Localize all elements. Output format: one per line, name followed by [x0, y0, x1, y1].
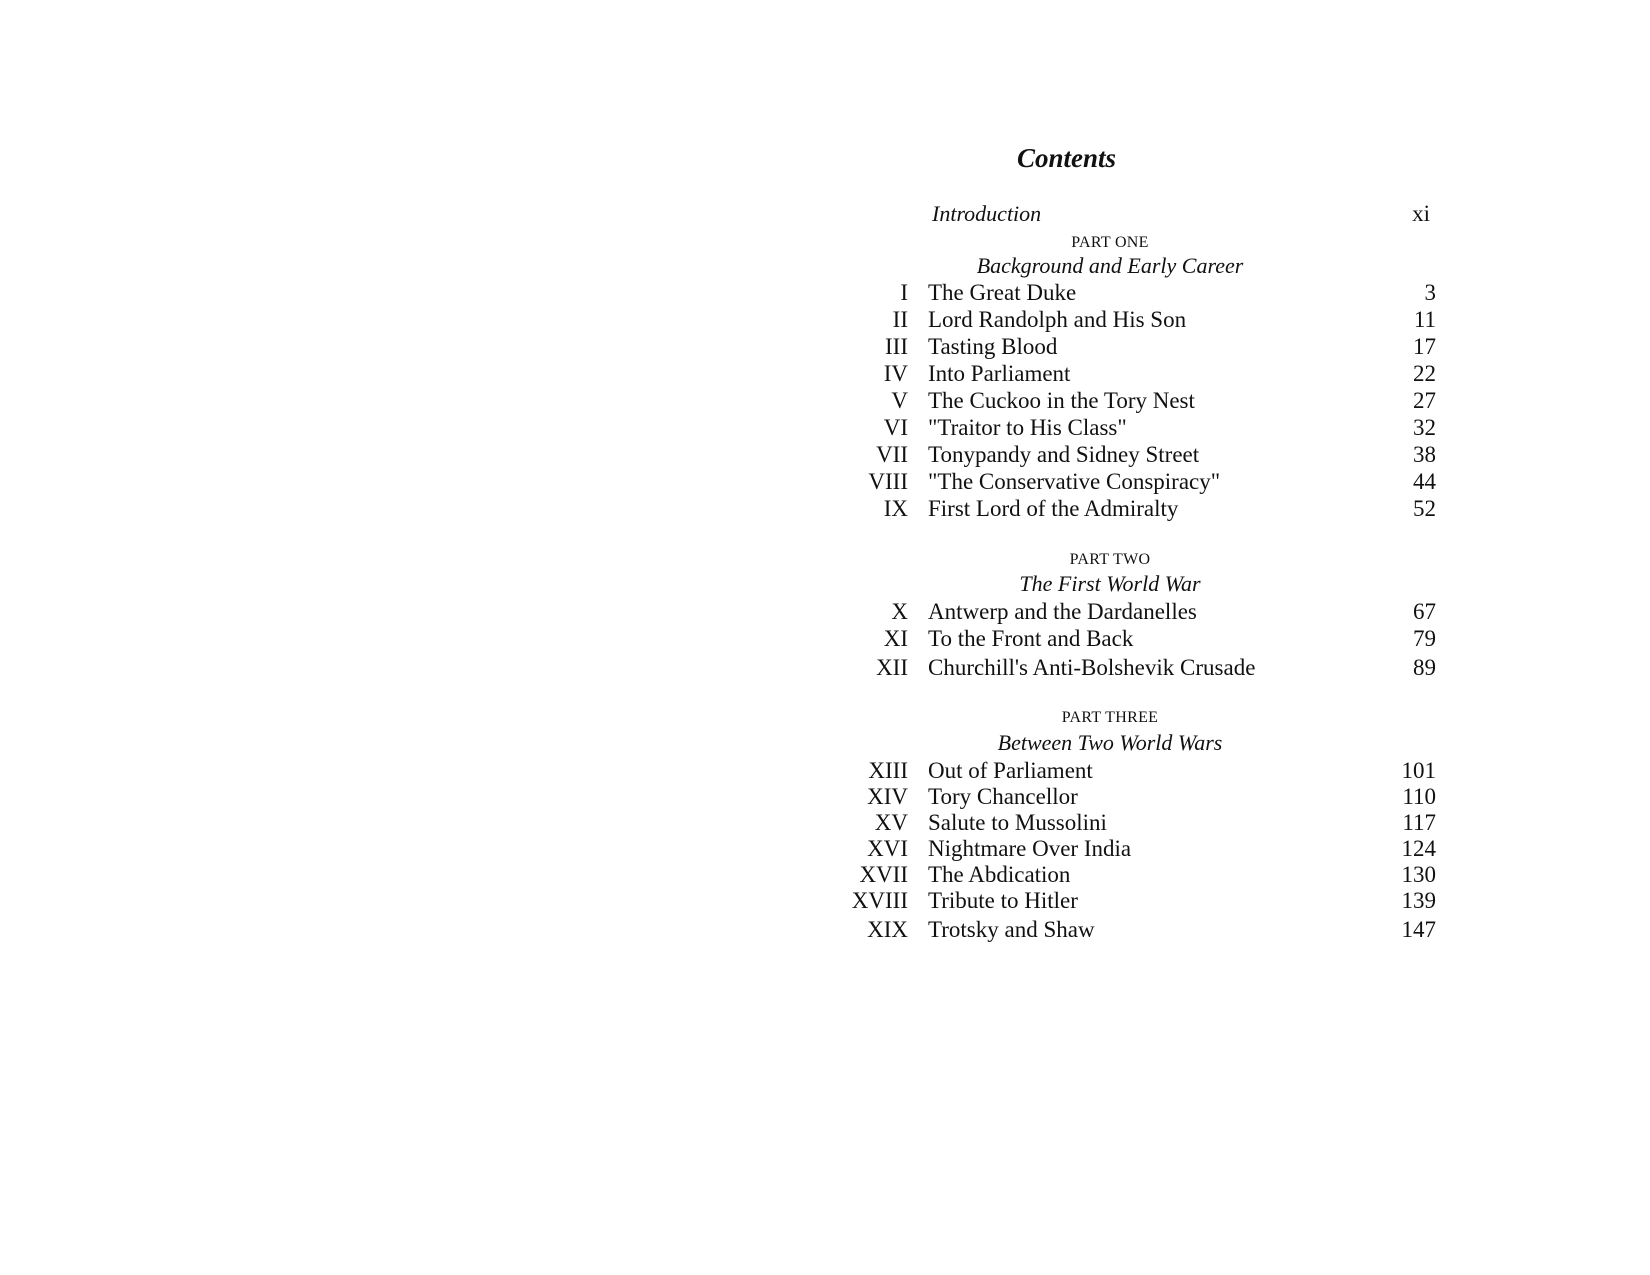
chapter-page: 52 — [1413, 496, 1436, 521]
chapter-title: First Lord of the Admiralty — [928, 496, 1179, 521]
part-one-subtitle: Background and Early Career — [976, 253, 1244, 278]
chapter-title: The Great Duke — [928, 280, 1077, 305]
chapter-number: XII — [876, 655, 908, 680]
chapter-title: Into Parliament — [928, 361, 1071, 386]
chapter-entry — [840, 306, 1440, 334]
chapter-title: "Traitor to His Class" — [928, 415, 1127, 440]
chapter-page: 11 — [1413, 307, 1436, 332]
chapter-entry — [840, 887, 1440, 915]
chapter-number: XVII — [859, 862, 908, 887]
chapter-title: Tasting Blood — [928, 334, 1058, 359]
chapter-title: Salute to Mussolini — [928, 810, 1107, 835]
chapter-entry — [840, 279, 1440, 307]
chapter-entry — [840, 414, 1440, 442]
chapter-number: II — [892, 307, 908, 332]
chapter-page: 32 — [1413, 415, 1436, 440]
chapter-title: Lord Randolph and His Son — [928, 307, 1187, 332]
chapter-entry — [840, 809, 1440, 837]
chapter-title: To the Front and Back — [928, 626, 1134, 651]
chapter-page: 67 — [1413, 599, 1436, 624]
chapter-entry — [840, 598, 1440, 626]
chapter-number: IX — [883, 496, 908, 521]
chapter-title: Out of Parliament — [928, 758, 1093, 783]
chapter-entry — [840, 360, 1440, 388]
chapter-number: XVI — [867, 836, 908, 861]
part-three-heading: PART THREE — [1061, 709, 1159, 726]
chapter-number: XIII — [868, 758, 908, 783]
chapter-entry — [840, 916, 1440, 944]
chapter-page: 101 — [1401, 758, 1436, 783]
chapter-page: 89 — [1413, 655, 1436, 680]
chapter-title: The Abdication — [928, 862, 1071, 887]
chapter-page: 110 — [1402, 784, 1436, 809]
chapter-number: V — [891, 388, 908, 413]
part-two-subtitle: The First World War — [1019, 571, 1201, 596]
chapter-number: IV — [883, 361, 908, 386]
chapter-entry — [840, 441, 1440, 469]
chapter-entry — [840, 861, 1440, 889]
chapter-title: Churchill's Anti-Bolshevik Crusade — [928, 655, 1256, 680]
chapter-page: 27 — [1413, 388, 1436, 413]
chapter-title: Trotsky and Shaw — [928, 917, 1095, 942]
chapter-title: "The Conservative Conspiracy" — [928, 469, 1221, 494]
chapter-number: XIX — [867, 917, 908, 942]
page-title: Contents — [1017, 143, 1117, 173]
chapter-number: VII — [876, 442, 908, 467]
chapter-entry — [840, 783, 1440, 811]
chapter-entry — [840, 333, 1440, 361]
chapter-number: XIV — [867, 784, 908, 809]
chapter-entry — [840, 387, 1440, 415]
chapter-page: 17 — [1413, 334, 1436, 359]
chapter-page: 22 — [1413, 361, 1436, 386]
chapter-page: 3 — [1424, 280, 1436, 305]
chapter-title: Antwerp and the Dardanelles — [928, 599, 1197, 624]
chapter-entry — [840, 625, 1440, 653]
chapter-page: 79 — [1413, 626, 1436, 651]
chapter-title: Nightmare Over India — [928, 836, 1132, 861]
chapter-page: 117 — [1402, 810, 1436, 835]
chapter-number: III — [885, 334, 908, 359]
chapter-entry — [840, 654, 1440, 682]
chapter-page: 130 — [1401, 862, 1436, 887]
part-two-heading: PART TWO — [1069, 551, 1151, 568]
introduction-page: xi — [1412, 201, 1430, 226]
chapter-number: I — [900, 280, 908, 305]
chapter-number: VI — [883, 415, 908, 440]
chapter-title: The Cuckoo in the Tory Nest — [928, 388, 1195, 413]
part-one-heading: PART ONE — [1071, 234, 1149, 251]
chapter-page: 147 — [1401, 917, 1436, 942]
chapter-number: X — [891, 599, 908, 624]
chapter-page: 38 — [1413, 442, 1436, 467]
chapter-number: XI — [883, 626, 908, 651]
chapter-number: XVIII — [851, 888, 908, 913]
chapter-page: 124 — [1401, 836, 1436, 861]
chapter-page: 44 — [1413, 469, 1436, 494]
introduction-label: Introduction — [932, 201, 1042, 226]
chapter-entry — [840, 495, 1440, 523]
chapter-page: 139 — [1401, 888, 1436, 913]
chapter-entry — [840, 757, 1440, 785]
chapter-entry — [840, 468, 1440, 496]
chapter-title: Tribute to Hitler — [928, 888, 1078, 913]
chapter-title: Tory Chancellor — [928, 784, 1078, 809]
chapter-title: Tonypandy and Sidney Street — [928, 442, 1200, 467]
chapter-entry — [840, 835, 1440, 863]
part-three-subtitle: Between Two World Wars — [997, 730, 1223, 755]
chapter-number: XV — [874, 810, 908, 835]
chapter-number: VIII — [868, 469, 908, 494]
